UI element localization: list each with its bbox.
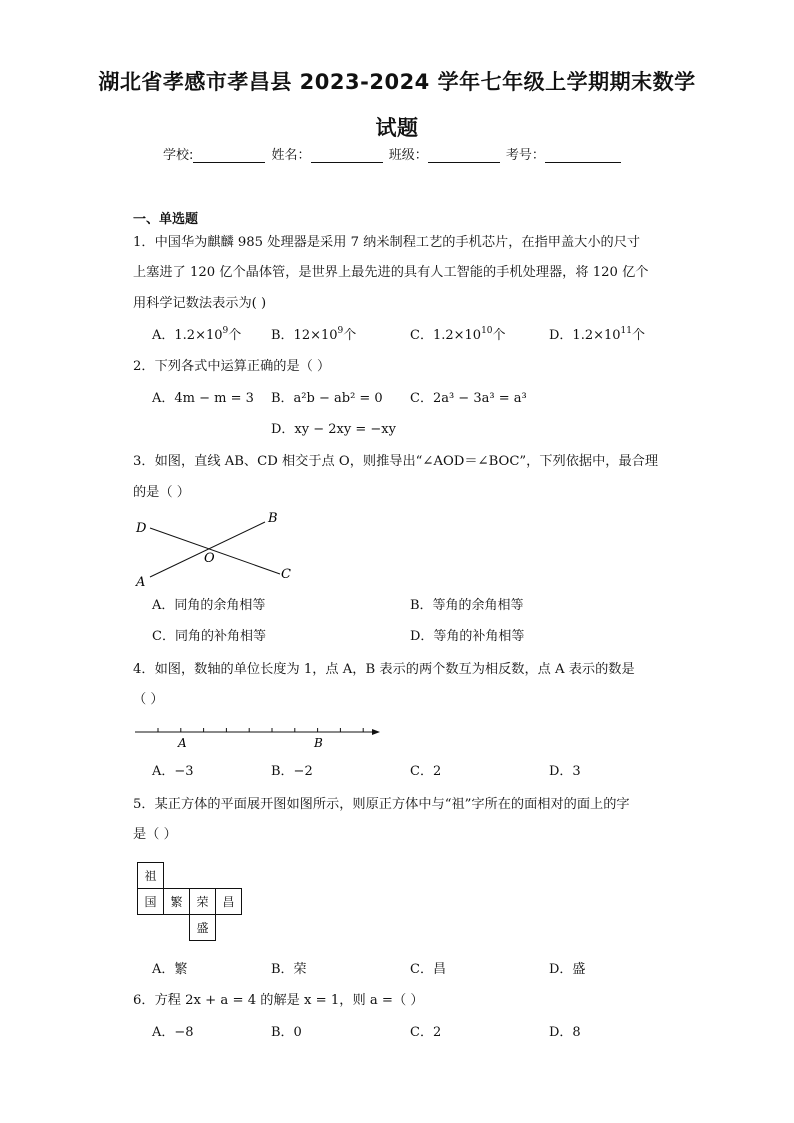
- q3-option-c: C．同角的补角相等: [152, 629, 266, 644]
- number-blank: [545, 149, 621, 163]
- q1-option-d: D．$1.2\times 10^{11}$个: [549, 326, 646, 343]
- q5-option-c: C．昌: [410, 962, 446, 977]
- q3-option-b: B．等角的余角相等: [410, 598, 524, 613]
- exam-title-line2: 试题: [375, 116, 419, 140]
- q1-line3: 用科学记数法表示为( ): [133, 296, 267, 311]
- q5-line1: 5．某正方体的平面展开图如图所示，则原正方体中与“祖”字所在的面相对的面上的字: [133, 797, 630, 812]
- line-ab: [150, 522, 265, 577]
- q6-option-c: C．2: [410, 1025, 442, 1040]
- section-heading: 一、单选题: [133, 212, 199, 227]
- school-label: 学校:: [163, 148, 194, 163]
- class-blank: [428, 149, 500, 163]
- label-o: O: [204, 551, 215, 566]
- label-d: D: [136, 521, 147, 536]
- class-label: 班级：: [388, 148, 428, 163]
- q2-stem: 2．下列各式中运算正确的是（ ）: [133, 359, 331, 374]
- q3-line2: 的是（ ）: [133, 485, 190, 500]
- q6-option-a: A．−8: [152, 1025, 194, 1040]
- exam-title-line1: 湖北省孝感市孝昌县 2023-2024 学年七年级上学期期末数学: [98, 70, 696, 94]
- q6-option-b: B．0: [271, 1025, 302, 1040]
- name-label: 姓名：: [271, 148, 311, 163]
- point-a-label: A: [178, 736, 187, 750]
- q1-option-c: C．$1.2\times 10^{10}$个: [410, 326, 506, 343]
- axis-ticks: [158, 728, 363, 732]
- q2-option-d: D．xy − 2xy = −xy: [271, 422, 396, 437]
- q5-line2: 是（ ）: [133, 827, 177, 842]
- q4-option-c: C．2: [410, 764, 442, 779]
- q1-line2: 上塞进了 120 亿个晶体管，是世界上最先进的具有人工智能的手机处理器，将 120 亿个: [133, 265, 649, 280]
- net-face: 祖: [138, 863, 164, 889]
- name-blank: [311, 149, 383, 163]
- label-c: C: [281, 567, 291, 582]
- q1-option-b: B．$12\times 10^9$个: [271, 326, 357, 343]
- q5-option-d: D．盛: [549, 962, 586, 977]
- q4-line1: 4．如图，数轴的单位长度为 1，点 A，B 表示的两个数互为相反数，点 A 表示的数是: [133, 662, 635, 677]
- number-label: 考号：: [505, 148, 545, 163]
- net-face: 荣: [190, 889, 216, 915]
- q2-option-c: C．2a³ − 3a³ = a³: [410, 391, 527, 406]
- label-a: A: [136, 575, 146, 590]
- q1-option-a: A．$1.2\times 10^9$个: [152, 326, 242, 343]
- net-face: 昌: [216, 889, 242, 915]
- q3-option-a: A．同角的余角相等: [152, 598, 266, 613]
- q4-number-line-figure: [130, 722, 385, 752]
- q2-option-a: A．4m − m = 3: [152, 391, 254, 406]
- q3-option-d: D．等角的补角相等: [410, 629, 525, 644]
- q3-line1: 3．如图，直线 AB、CD 相交于点 O，则推导出“∠AOD＝∠BOC”，下列依据中，最合理: [133, 454, 659, 469]
- arrow-icon: [372, 729, 380, 735]
- q4-option-b: B．−2: [271, 764, 313, 779]
- q5-option-a: A．繁: [152, 962, 188, 977]
- q1-line1: 1．中国华为麒麟 985 处理器是采用 7 纳米制程工艺的手机芯片，在指甲盖大小的尺寸: [133, 235, 641, 250]
- student-info-row: [163, 144, 623, 163]
- q4-option-a: A．−3: [152, 764, 194, 779]
- q5-option-b: B．荣: [271, 962, 307, 977]
- q2-option-b: B．a²b − ab² = 0: [271, 391, 383, 406]
- line-dc: [150, 528, 280, 574]
- point-b-label: B: [314, 736, 323, 750]
- label-b: B: [268, 511, 278, 526]
- net-face: 盛: [190, 915, 216, 941]
- q6-option-d: D．8: [549, 1025, 581, 1040]
- q6-stem: 6．方程 2x + a = 4 的解是 x = 1，则 a =（ ）: [133, 993, 424, 1008]
- q4-line2: （ ）: [133, 692, 164, 707]
- school-blank: [193, 149, 265, 163]
- net-face: 繁: [164, 889, 190, 915]
- cube-net-figure: [137, 862, 242, 941]
- net-face: 国: [138, 889, 164, 915]
- q3-intersecting-lines-figure: [130, 508, 300, 590]
- q4-option-d: D．3: [549, 764, 581, 779]
